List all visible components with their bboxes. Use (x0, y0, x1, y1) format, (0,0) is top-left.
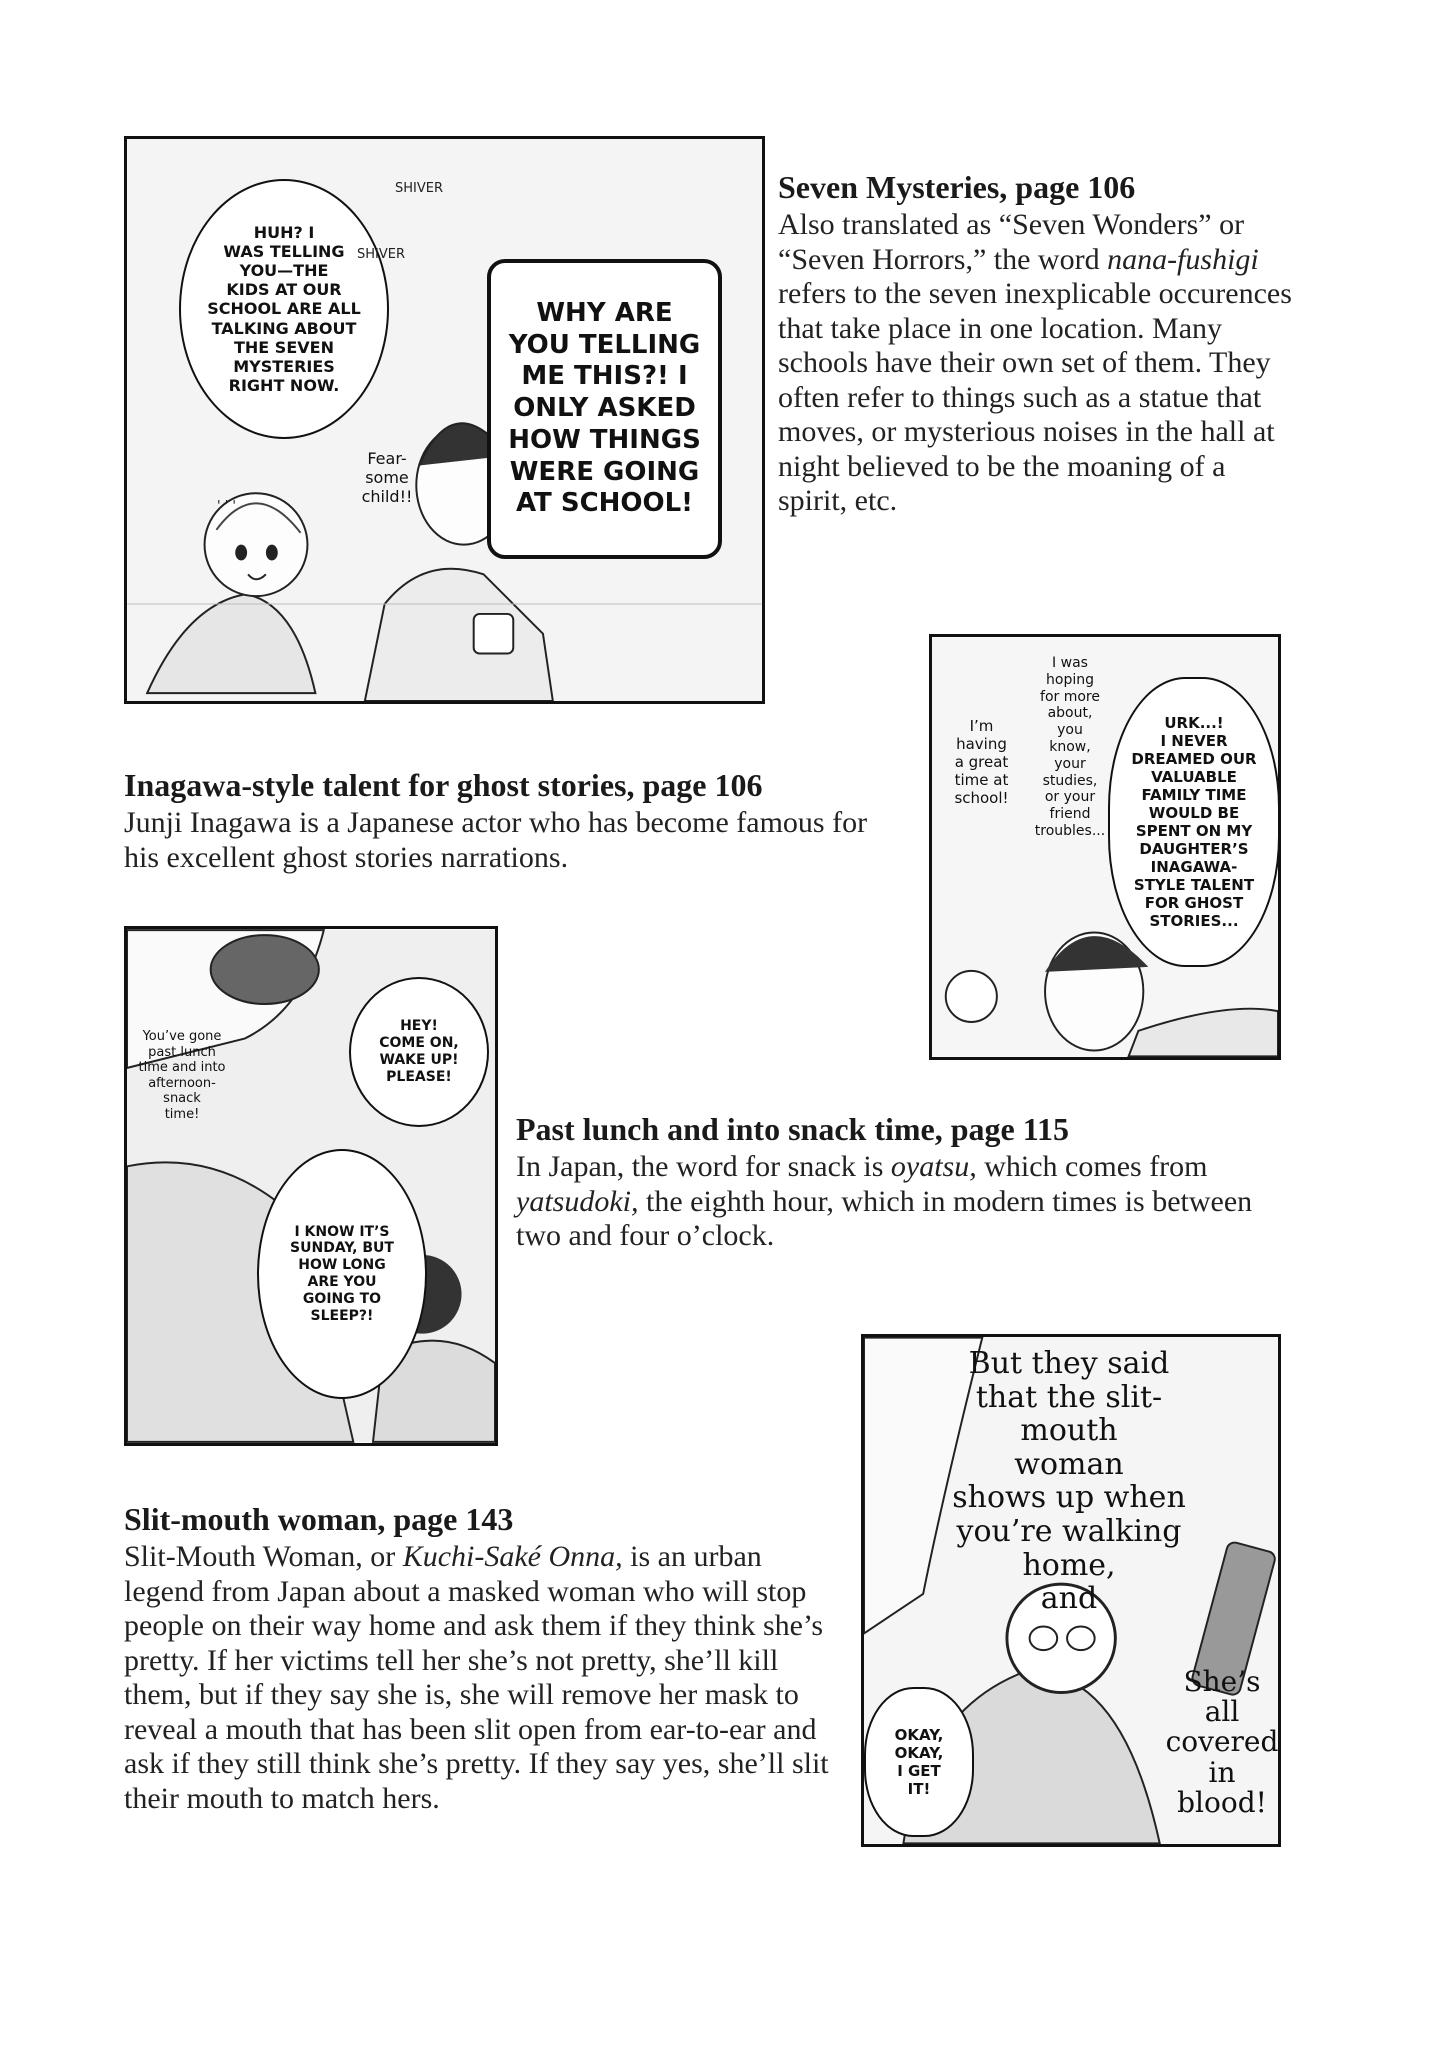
note-body (516, 1150, 1296, 1254)
note-snack-time (516, 1110, 1296, 1254)
note-title: Slit-mouth woman, page 143 (124, 1501, 514, 1537)
aside-past-lunch: You’ve gone past lunch time and into afternoon- snack time! (138, 1029, 226, 1122)
note-body-term: nana-fushigi (1107, 242, 1259, 276)
aside-father-thoughts: I was hoping for more about, you know, your studies, or your friend troubles... (1034, 655, 1106, 839)
note-body (778, 208, 1298, 519)
speech-bubble-father: WHY ARE YOU TELLING ME THIS?! I ONLY ASKED HOW THINGS WERE GOING AT SCHOOL! (487, 259, 722, 559)
speech-bubble-sunday: I KNOW IT’S SUNDAY, BUT HOW LONG ARE YOU GOING TO SLEEP?! (257, 1149, 427, 1399)
sfx-dots: ' ' ' (217, 499, 236, 514)
note-inagawa (124, 766, 894, 875)
note-body-part: is an urban legend from Japan about a masked woman who will stop people on their way home and ask them if they think she’s pretty. If her victims tell her she’s not pretty, she’ll kill them, but if they say she is, she will remove her mask to reveal a mouth that has been slit open from ear-to-ear and ask if they still think she’s pretty. If they say yes, she’ll slit their mouth to match hers. (124, 1540, 829, 1815)
handwritten-slit-mouth-woman: But they said that the slit- mouth woman shows up when you’re walking home, and (952, 1346, 1186, 1617)
aside-fearsome-child: Fear- some child!! (361, 449, 413, 507)
note-body (124, 1540, 844, 1816)
note-body-part: Also translated as “Seven Wonders” or “Seven Horrors,” the word (778, 208, 1245, 276)
note-body-term: oyatsu, (890, 1150, 977, 1184)
manga-panel-snack-time (124, 926, 498, 1446)
note-title: Past lunch and into snack time, page 115 (516, 1111, 1069, 1147)
note-body-part: In Japan, the word for snack is (516, 1150, 891, 1184)
manga-panel-slit-mouth (861, 1334, 1281, 1847)
note-body-part: refers to the seven inexplicable occurences that take place in one location. Many schools have their own set of them. They often refer to things such as a statue that moves, or mysterious noises in the hall at night believed to be the moaning of a spirit, etc. (778, 277, 1292, 518)
note-body-term: Kuchi-Saké Onna, (402, 1540, 623, 1574)
handwritten-covered-in-blood: She’s all covered in blood! (1165, 1665, 1279, 1819)
note-title: Inagawa-style talent for ghost stories, page 106 (124, 767, 763, 803)
note-title: Seven Mysteries, page 106 (778, 169, 1136, 205)
speech-bubble-daughter: HUH? I WAS TELLING YOU—THE KIDS AT OUR SCHOOL ARE ALL TALKING ABOUT THE SEVEN MYSTERIES RIGHT NOW. (179, 179, 389, 439)
note-seven-mysteries (778, 168, 1298, 519)
manga-panel-inagawa (929, 634, 1281, 1060)
note-body-part: the eighth hour, which in modern times is between two and four o’clock. (516, 1184, 1253, 1253)
aside-daughter-happy: I’m having a great time at school! (954, 717, 1009, 807)
sfx-shiver-2: SHIVER (357, 247, 406, 262)
note-slit-mouth (124, 1500, 844, 1816)
note-body-term: yatsudoki, (516, 1184, 639, 1218)
sfx-shiver-1: SHIVER (395, 181, 444, 196)
speech-bubble-father-urk: URK...! I NEVER DREAMED OUR VALUABLE FAMILY TIME WOULD BE SPENT ON MY DAUGHTER’S INAGAWA- STYLE TALENT FOR GHOST STORIES... (1108, 677, 1280, 967)
note-body-part: Slit-Mouth Woman, or (124, 1540, 403, 1574)
speech-bubble-okay: OKAY, OKAY, I GET IT! (864, 1687, 974, 1837)
note-body-part: Junji Inagawa is a Japanese actor who has become famous for his excellent ghost stories narrations. (124, 806, 868, 874)
note-body-part: which comes from (976, 1150, 1208, 1184)
speech-bubble-hey: HEY! COME ON, WAKE UP! PLEASE! (349, 977, 489, 1127)
note-body (124, 806, 894, 875)
manga-panel-seven-mysteries (124, 136, 765, 704)
